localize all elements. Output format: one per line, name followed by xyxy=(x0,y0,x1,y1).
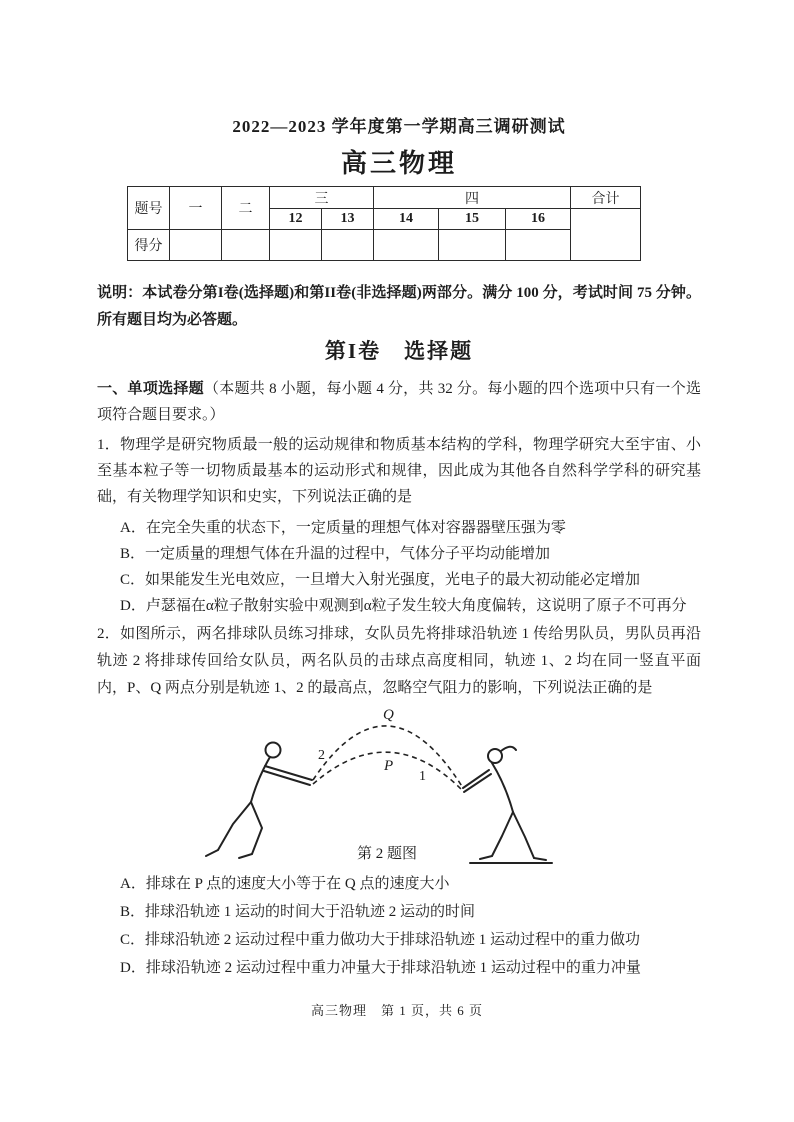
score-table-sub-15: 15 xyxy=(439,209,506,230)
score-cell-15 xyxy=(439,230,506,261)
score-table xyxy=(127,186,641,261)
trajectory-1-label: 1 xyxy=(419,769,426,784)
score-table-sub-14: 14 xyxy=(374,209,439,230)
score-table-sub-13: 13 xyxy=(322,209,374,230)
score-cell-one xyxy=(170,230,222,261)
question-2-option-a: A．排球在 P 点的速度大小等于在 Q 点的速度大小 xyxy=(120,876,450,892)
figure-caption: 第 2 题图 xyxy=(356,846,418,862)
male-player-figure xyxy=(206,743,312,859)
part1-title: 第I卷 选择题 xyxy=(324,339,474,363)
question-1-options xyxy=(97,516,701,619)
score-cell-16 xyxy=(506,230,571,261)
score-table-qnum-label: 题号 xyxy=(128,187,170,230)
trajectory-2-label: 2 xyxy=(318,748,325,763)
female-player-figure xyxy=(463,747,552,863)
score-table-total-cell xyxy=(571,209,641,261)
ponytail xyxy=(501,747,516,751)
score-cell-13 xyxy=(322,230,374,261)
score-table-score-label: 得分 xyxy=(128,230,170,261)
exam-instructions: 说明：本试卷分第I卷(选择题)和第II卷(非选择题)两部分。满分 100 分，考试时间 75 分钟。所有题目均为必答题。 xyxy=(97,285,701,328)
score-cell-two xyxy=(222,230,270,261)
section1-heading xyxy=(97,376,701,428)
page-footer: 高三物理 第 1 页，共 6 页 xyxy=(310,1003,483,1018)
score-table-col-one: 一 xyxy=(170,187,222,230)
question-1-option-c: C．如果能发生光电效应，一旦增大入射光强度，光电子的最大初动能必定增加 xyxy=(120,572,641,588)
score-table-col-total: 合计 xyxy=(571,187,641,209)
question-2-option-c: C．排球沿轨迹 2 运动过程中重力做功大于排球沿轨迹 1 运动过程中的重力做功 xyxy=(120,932,641,948)
question-2-figure xyxy=(172,706,602,866)
score-table-sub-12: 12 xyxy=(270,209,322,230)
trajectory-2-arc xyxy=(313,726,463,788)
score-table-sub-16: 16 xyxy=(506,209,571,230)
point-p-label: P xyxy=(384,758,394,774)
score-table-col-two: 二 xyxy=(222,187,270,230)
question-1-stem: 1．物理学是研究物质最一般的运动规律和物质基本结构的学科，物理学研究大至宇宙、小至基本粒子等一切物质最基本的运动形式和规律，因此成为其他各自然科学学科的研究基础，有关物理学知识和史实，下列说法正确的是 xyxy=(97,437,701,505)
section1-heading-note: （本题共 8 小题，每小题 4 分，共 32 分。每小题的四个选项中只有一个选项符合题目要求。） xyxy=(97,381,701,423)
question-2-options xyxy=(97,872,701,981)
score-cell-12 xyxy=(270,230,322,261)
point-q-label: Q xyxy=(383,707,394,723)
question-2-stem: 2．如图所示，两名排球队员练习排球，女队员先将排球沿轨迹 1 传给男队员，男队员再沿轨迹 2 将排球传回给女队员，两名队员的击球点高度相同，轨迹 1、2 均在同一竖直平面内，P、Q 两点分别是轨迹 1、2 的最高点，忽略空气阻力的影响，下列说法正确的是 xyxy=(97,626,701,696)
volleyball-figure-svg xyxy=(172,706,602,866)
score-cell-14 xyxy=(374,230,439,261)
section1-heading-label: 一、单项选择题 xyxy=(97,381,204,397)
score-table-col-four: 四 xyxy=(374,187,571,209)
exam-session-title: 2022—2023 学年度第一学期高三调研测试 xyxy=(232,117,566,136)
question-2-option-d: D．排球沿轨迹 2 运动过程中重力冲量大于排球沿轨迹 1 运动过程中的重力冲量 xyxy=(120,960,641,976)
question-2-option-b: B．排球沿轨迹 1 运动的时间大于沿轨迹 2 运动的时间 xyxy=(120,904,476,920)
exam-subject-title: 高三物理 xyxy=(340,149,457,178)
question-1-option-b: B．一定质量的理想气体在升温的过程中，气体分子平均动能增加 xyxy=(120,546,551,562)
question-1-option-d: D．卢瑟福在α粒子散射实验中观测到α粒子发生较大角度偏转，这说明了原子不可再分 xyxy=(120,598,687,614)
question-1-option-a: A．在完全失重的状态下，一定质量的理想气体对容器器壁压强为零 xyxy=(120,520,566,536)
score-table-col-three: 三 xyxy=(270,187,374,209)
